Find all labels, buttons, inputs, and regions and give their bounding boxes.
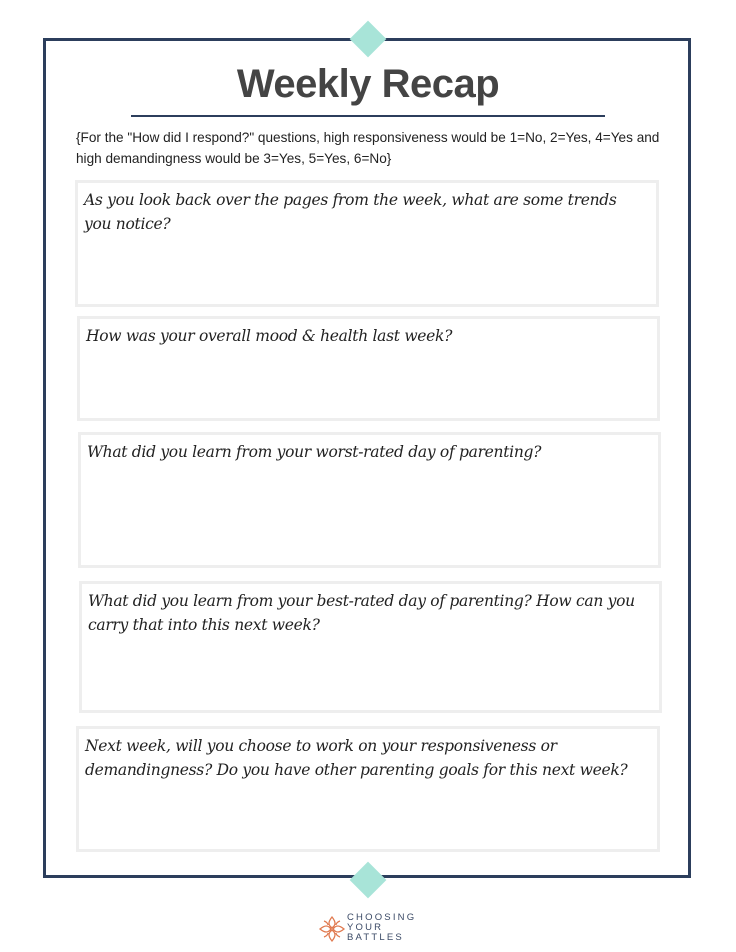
question-text: What did you learn from your worst-rated day of parenting?	[87, 443, 542, 461]
question-box-next-week[interactable]	[76, 726, 660, 852]
brand-wordmark	[347, 913, 416, 943]
brand-line-1: CHOOSING	[347, 912, 417, 923]
question-box-mood[interactable]	[77, 316, 660, 421]
question-text: How was your overall mood & health last week?	[86, 327, 453, 345]
question-box-trends[interactable]	[75, 180, 659, 307]
flower-logo-icon	[318, 915, 346, 943]
question-text: What did you learn from your best-rated day of parenting? How can you carry that into this next week?	[88, 592, 635, 634]
instructions-note: {For the "How did I respond?" questions, high responsiveness would be 1=No, 2=Yes, 4=Yes and high demandingness would be 3=Yes, 5=Yes, 6=No}	[76, 130, 660, 166]
brand-line-2: YOUR	[347, 922, 384, 933]
question-text: Next week, will you choose to work on your responsiveness or demandingness? Do you have other parenting goals for this next week?	[85, 737, 628, 779]
question-text: As you look back over the pages from the week, what are some trends you notice?	[84, 191, 617, 233]
title-underline	[131, 115, 605, 117]
brand-line-3: BATTLES	[347, 932, 404, 943]
question-box-best-day[interactable]	[79, 581, 662, 713]
question-box-worst-day[interactable]	[78, 432, 661, 568]
page-title: Weekly Recap	[236, 62, 500, 106]
